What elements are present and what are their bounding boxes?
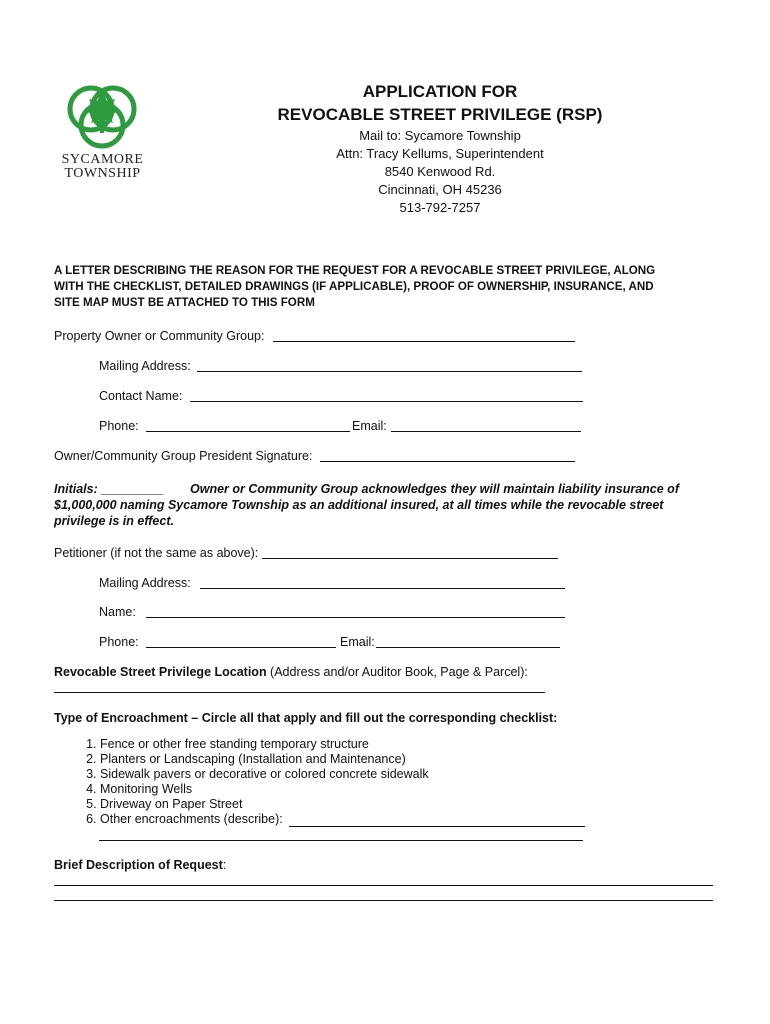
city-line: Cincinnati, OH 45236 <box>378 182 502 197</box>
form-title-line-1: APPLICATION FOR <box>362 82 518 101</box>
petitioner-phone-field[interactable] <box>146 647 336 648</box>
owner-phone-label: Phone: <box>99 419 139 433</box>
tree-emblem-icon <box>55 75 150 155</box>
owner-field[interactable] <box>273 341 575 342</box>
encroachment-item[interactable]: 2. Planters or Landscaping (Installation and Maintenance) <box>100 752 429 767</box>
notice-line-2: WITH THE CHECKLIST, DETAILED DRAWINGS (IF APPLICABLE), PROOF OF OWNERSHIP, INSURANCE, AND <box>54 280 654 293</box>
owner-contact-label: Contact Name: <box>99 389 183 403</box>
brief-field-1[interactable] <box>54 885 713 886</box>
signature-field[interactable] <box>320 461 575 462</box>
encroachment-heading: Type of Encroachment – Circle all that apply and fill out the corresponding checklist: <box>54 711 558 725</box>
insurance-line-2: $1,000,000 naming Sycamore Township as an additional insured, at all times while the revocable street <box>54 498 664 512</box>
petitioner-email-field[interactable] <box>376 647 560 648</box>
petitioner-phone-label: Phone: <box>99 635 139 649</box>
attn-line: Attn: Tracy Kellums, Superintendent <box>336 146 544 161</box>
petitioner-name-field[interactable] <box>146 617 565 618</box>
owner-email-field[interactable] <box>391 431 581 432</box>
signature-label: Owner/Community Group President Signature: <box>54 449 313 463</box>
petitioner-label: Petitioner (if not the same as above): <box>54 546 259 560</box>
owner-phone-field[interactable] <box>146 431 350 432</box>
brief-field-2[interactable] <box>54 900 713 901</box>
owner-mailing-label: Mailing Address: <box>99 359 191 373</box>
other-encroachment-field-2[interactable] <box>99 840 583 841</box>
notice-line-1: A LETTER DESCRIBING THE REASON FOR THE REQUEST FOR A REVOCABLE STREET PRIVILEGE, ALONG <box>54 264 656 277</box>
encroachment-item[interactable]: 4. Monitoring Wells <box>100 782 429 797</box>
location-label <box>54 664 528 680</box>
owner-email-label: Email: <box>352 419 387 433</box>
encroachment-list <box>54 737 429 827</box>
insurance-line-1: Owner or Community Group acknowledges they will maintain liability insurance of <box>190 482 679 496</box>
logo-line-2: TOWNSHIP <box>64 166 141 181</box>
owner-label: Property Owner or Community Group: <box>54 329 265 343</box>
encroachment-item[interactable]: 5. Driveway on Paper Street <box>100 797 429 812</box>
petitioner-mailing-field[interactable] <box>200 588 565 589</box>
brief-label-bold: Brief Description of Request <box>54 858 223 872</box>
location-label-bold: Revocable Street Privilege Location <box>54 665 267 679</box>
street-line: 8540 Kenwood Rd. <box>384 164 496 179</box>
owner-contact-field[interactable] <box>190 401 583 402</box>
petitioner-email-label: Email: <box>340 635 375 649</box>
brief-label-colon: : <box>222 858 227 872</box>
encroachment-item[interactable]: 3. Sidewalk pavers or decorative or colored concrete sidewalk <box>100 767 429 782</box>
phone-line: 513-792-7257 <box>399 200 481 215</box>
logo-line-1: SYCAMORE <box>61 152 144 167</box>
petitioner-field[interactable] <box>262 558 558 559</box>
other-encroachment-field[interactable] <box>289 826 585 827</box>
petitioner-name-label: Name: <box>99 605 136 619</box>
owner-mailing-field[interactable] <box>197 371 582 372</box>
encroachment-item[interactable]: 6. Other encroachments (describe): <box>100 812 429 827</box>
location-field[interactable] <box>54 692 545 693</box>
initials-label: Initials: _________ <box>54 482 164 496</box>
mail-to-line: Mail to: Sycamore Township <box>359 128 521 143</box>
petitioner-mailing-label: Mailing Address: <box>99 576 191 590</box>
notice-line-3: SITE MAP MUST BE ATTACHED TO THIS FORM <box>54 296 315 309</box>
brief-label <box>54 857 226 873</box>
sycamore-township-logo <box>55 75 150 185</box>
location-label-rest: (Address and/or Auditor Book, Page & Parcel): <box>266 665 528 679</box>
form-title-line-2: REVOCABLE STREET PRIVILEGE (RSP) <box>277 105 603 124</box>
encroachment-item[interactable]: 1. Fence or other free standing temporary structure <box>100 737 429 752</box>
insurance-line-3: privilege is in effect. <box>54 514 174 528</box>
